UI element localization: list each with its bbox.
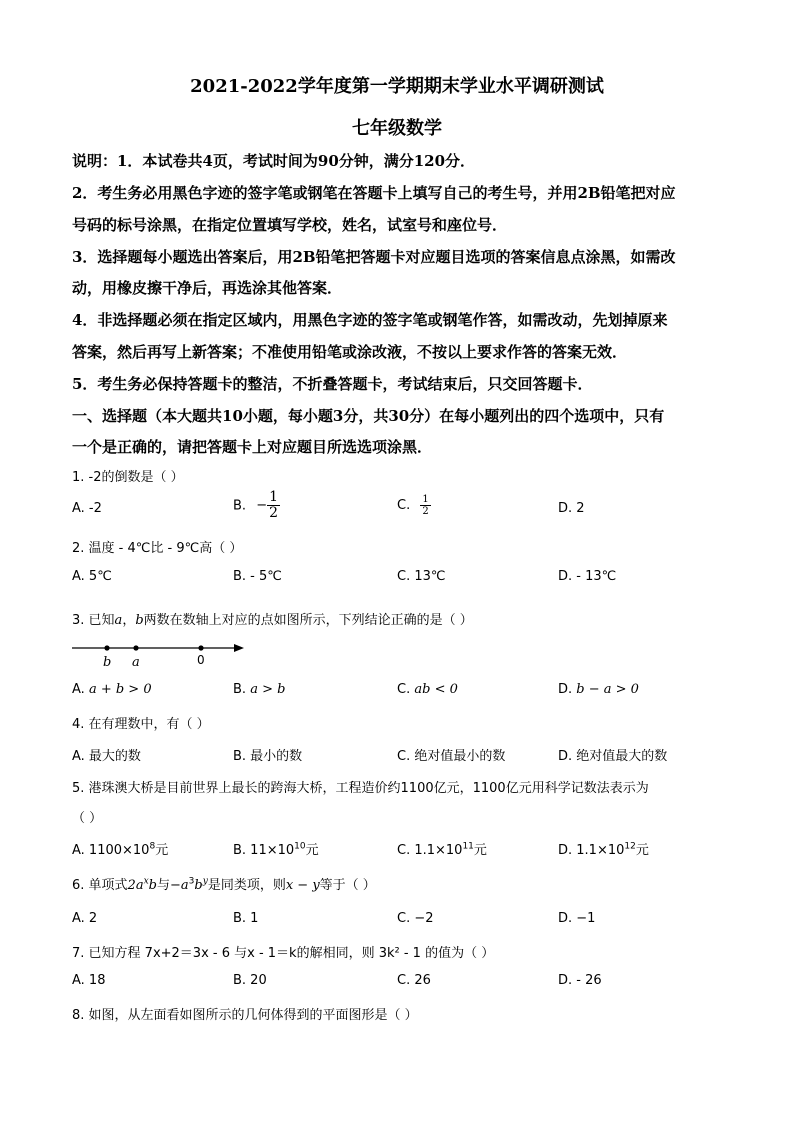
exponent: y [202, 876, 208, 887]
question-3-stem [72, 609, 473, 628]
q2-option-a: A. 5℃ [72, 569, 112, 584]
label-b: b [103, 655, 112, 670]
variable-b: b [135, 613, 144, 628]
question-2-stem: 2. 温度 - 4℃比 - 9℃高（ ） [72, 541, 243, 556]
option-text: C. 1.1×10 [397, 843, 463, 858]
exam-subtitle: 七年级数学 [352, 118, 442, 139]
q5-option-a [72, 839, 168, 858]
note-line: 2．考生务必用黑色字迹的签字笔或钢笔在答题卡上填写自己的考生号，并用2B铅笔把对应 [72, 184, 676, 202]
denominator: 2 [269, 505, 279, 522]
option-label: D. [558, 682, 573, 697]
option-text: D. 1.1×10 [558, 843, 625, 858]
q4-option-a: A. 最大的数 [72, 749, 141, 764]
stem-text: 两数在数轴上对应的点如图所示，下列结论正确的是（ ） [143, 613, 473, 628]
expression: x − y [285, 878, 320, 893]
q2-option-c: C. 13℃ [397, 569, 446, 584]
note-line: 5．考生务必保持答题卡的整洁，不折叠答题卡，考试结束后，只交回答题卡． [72, 375, 593, 393]
q1-option-a: A. -2 [72, 501, 102, 516]
unit: 元 [635, 843, 649, 858]
stem-text: 3. 已知 [72, 613, 115, 628]
exponent: 11 [462, 841, 474, 852]
axis-arrow-icon [234, 644, 244, 652]
number-line-figure [70, 638, 250, 670]
label-a: a [132, 655, 140, 670]
question-8-stem: 8. 如图，从左面看如图所示的几何体得到的平面图形是（ ） [72, 1008, 418, 1023]
exponent: 12 [624, 841, 636, 852]
note-line: 号码的标号涂黑，在指定位置填写学校，姓名，试室号和座位号． [72, 216, 508, 234]
label-zero: 0 [197, 653, 205, 667]
q7-option-d: D. - 26 [558, 973, 602, 988]
stem-text: 是同类项，则 [207, 878, 286, 893]
note-line: 说明：1．本试卷共4页，考试时间为90分钟，满分120分． [72, 152, 476, 170]
option-expression: a > b [250, 682, 286, 697]
q5-option-d [558, 839, 649, 858]
minus-sign: − [256, 498, 268, 514]
stem-text: ， [122, 613, 136, 628]
option-label: C. [397, 682, 411, 697]
q7-option-b: B. 20 [233, 973, 267, 988]
exam-title: 2021-2022学年度第一学期期末学业水平调研测试 [190, 76, 604, 97]
q4-option-c: C. 绝对值最小的数 [397, 749, 506, 764]
denominator: 2 [422, 506, 429, 517]
monomial-1-b: b [148, 878, 157, 893]
q1-option-b [233, 490, 280, 522]
question-4-stem: 4. 在有理数中，有（ ） [72, 717, 210, 732]
unit: 元 [155, 843, 169, 858]
exponent: 8 [149, 841, 156, 852]
exponent: x [143, 876, 149, 887]
fraction [267, 490, 280, 522]
q3-option-a [72, 682, 152, 697]
fraction [420, 494, 430, 517]
stem-text: 与 [156, 878, 170, 893]
stem-text: 6. 单项式 [72, 878, 128, 893]
option-label: B. [233, 498, 247, 514]
monomial-2: −a [170, 878, 189, 893]
unit: 元 [305, 843, 319, 858]
point-zero [198, 645, 203, 650]
option-expression: a + b > 0 [88, 682, 152, 697]
q3-option-b [233, 682, 285, 697]
note-line: 3．选择题每小题选出答案后，用2B铅笔把答题卡对应题目选项的答案信息点涂黑，如需改 [72, 248, 676, 266]
q1-option-d: D. 2 [558, 501, 585, 516]
numerator: 1 [422, 494, 429, 505]
question-5-stem: 5. 港珠澳大桥是目前世界上最长的跨海大桥，工程造价约1100亿元，1100亿元用科学记数法表示为 [72, 781, 649, 796]
q3-option-d [558, 682, 639, 697]
option-expression: ab < 0 [414, 682, 458, 697]
q4-option-b: B. 最小的数 [233, 749, 303, 764]
question-6-stem [72, 874, 376, 893]
unit: 元 [473, 843, 487, 858]
q3-option-c [397, 682, 458, 697]
question-5-stem-cont: （ ） [72, 811, 103, 826]
option-label: C. [397, 498, 411, 513]
q5-option-b [233, 839, 319, 858]
q2-option-b: B. - 5℃ [233, 569, 282, 584]
section-heading: 一、选择题（本大题共10小题，每小题3分，共30分）在每小题列出的四个选项中，只有 [72, 407, 665, 425]
note-line: 动，用橡皮擦干净后，再选涂其他答案． [72, 279, 343, 297]
option-label: B. [233, 682, 247, 697]
stem-text: 等于（ ） [319, 878, 376, 893]
q6-option-a: A. 2 [72, 911, 98, 926]
q6-option-b: B. 1 [233, 911, 259, 926]
numerator: 1 [269, 489, 279, 505]
q7-option-c: C. 26 [397, 973, 431, 988]
exponent: 10 [294, 841, 306, 852]
point-a [133, 645, 138, 650]
q6-option-c: C. −2 [397, 911, 434, 926]
q2-option-d: D. - 13℃ [558, 569, 617, 584]
q6-option-d: D. −1 [558, 911, 596, 926]
q4-option-d: D. 绝对值最大的数 [558, 749, 668, 764]
q1-option-c [397, 494, 431, 517]
note-line: 4．非选择题必须在指定区域内，用黑色字迹的签字笔或钢笔作答，如需改动，先划掉原来 [72, 311, 668, 329]
point-b [104, 645, 109, 650]
q7-option-a: A. 18 [72, 973, 106, 988]
option-expression: b − a > 0 [576, 682, 639, 697]
question-1-stem: 1. -2的倒数是（ ） [72, 470, 184, 485]
section-heading: 一个是正确的，请把答题卡上对应题目所选选项涂黑． [72, 438, 433, 456]
variable-a: a [114, 613, 123, 628]
monomial-1: 2a [127, 878, 144, 893]
option-text: B. 11×10 [233, 843, 295, 858]
option-label: A. [72, 682, 85, 697]
note-line: 答案，然后再写上新答案；不准使用铅笔或涂改液，不按以上要求作答的答案无效． [72, 343, 628, 361]
q5-option-c [397, 839, 487, 858]
question-7-stem: 7. 已知方程 7x+2＝3x - 6 与x - 1＝k的解相同，则 3k² - 1 的值为（ ） [72, 946, 495, 961]
exponent: 3 [188, 876, 195, 887]
option-text: A. 1100×10 [72, 843, 150, 858]
monomial-2-b: b [194, 878, 203, 893]
